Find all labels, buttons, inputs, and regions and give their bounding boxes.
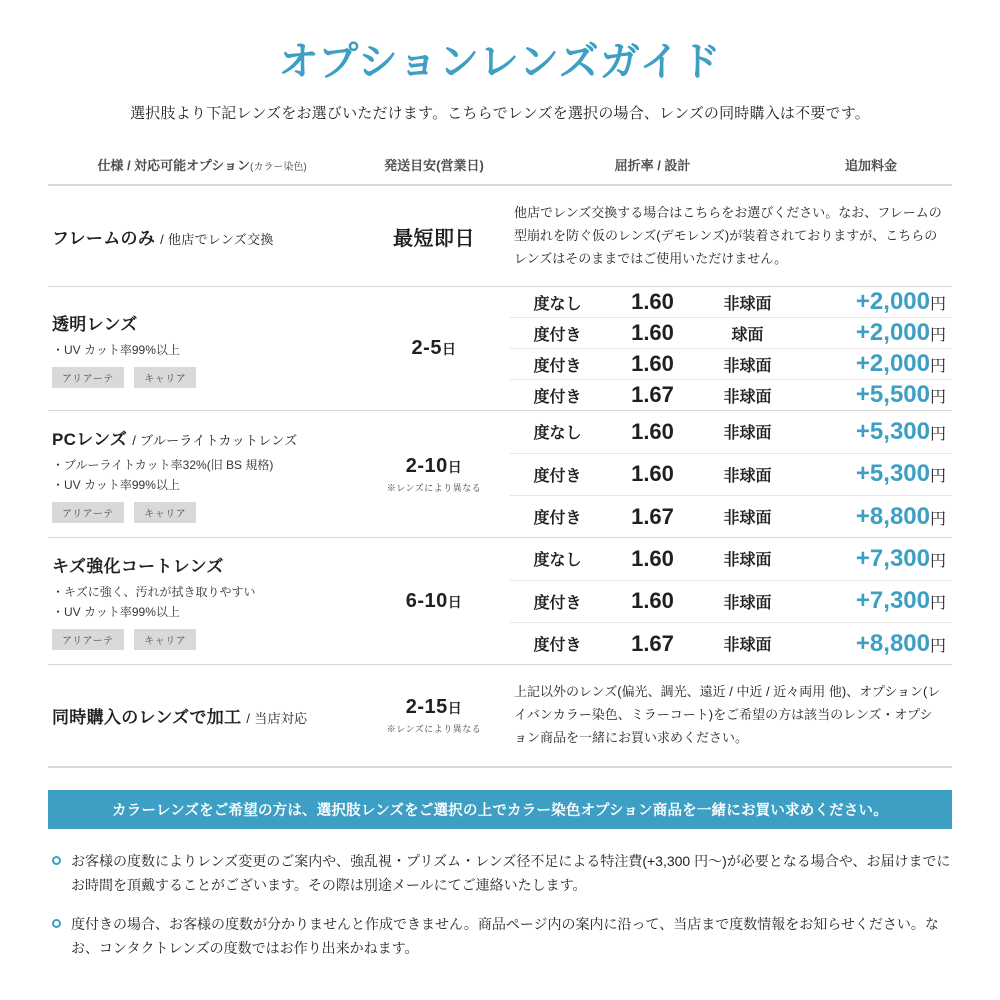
option-power: 度付き (510, 622, 605, 664)
table-row (48, 411, 952, 453)
option-index: 1.60 (605, 538, 700, 580)
price-unit: 円 (929, 637, 946, 655)
price-unit: 円 (929, 595, 946, 613)
option-design: 非球面 (700, 622, 795, 664)
row-title (52, 224, 352, 249)
row-title-main: キズ強化コートレンズ (52, 557, 224, 577)
row-tags (52, 629, 352, 650)
price-value: +7,300 (855, 544, 930, 572)
option-power: 度付き (510, 349, 605, 380)
option-power: 度付き (510, 453, 605, 495)
row-spec-frame-only (48, 185, 358, 287)
row-title (52, 703, 352, 728)
option-index: 1.60 (605, 411, 700, 453)
row-title (52, 425, 352, 450)
option-design: 非球面 (700, 287, 795, 318)
row-shipping (358, 411, 510, 538)
price-unit: 円 (929, 389, 946, 407)
page-title: オプションレンズガイド (278, 40, 722, 84)
shipping-subnote: ※レンズにより異なる (386, 723, 482, 734)
shipping-value: 最短即日 (393, 227, 475, 250)
option-price (795, 453, 952, 495)
footnotes (52, 849, 952, 961)
row-note: ・UV カット率99%以上 (52, 478, 180, 493)
option-design: 非球面 (700, 495, 795, 537)
shipping-value (359, 590, 509, 613)
row-title-main: フレームのみ (52, 228, 156, 248)
option-power: 度付き (510, 580, 605, 622)
tag-carrier: キャリア (134, 629, 196, 650)
table-row (48, 287, 952, 318)
option-price (795, 411, 952, 453)
price-unit: 円 (929, 358, 946, 376)
option-design: 非球面 (700, 580, 795, 622)
row-note: ・ブルーライトカット率32%(旧 BS 規格) (52, 458, 274, 473)
price-value: +7,300 (855, 587, 930, 615)
option-design: 非球面 (700, 380, 795, 411)
tag-ariate: アリアーテ (52, 367, 124, 388)
page-subtitle: 選択肢より下記レンズをお選びいただけます。こちらでレンズを選択の場合、レンズの同時購入は不要です。 (130, 105, 870, 122)
row-shipping (358, 538, 510, 665)
option-price (795, 287, 952, 318)
shipping-unit: 日 (441, 341, 457, 358)
shipping-days: 6-10 (405, 589, 448, 612)
option-price (795, 380, 952, 411)
row-shipping (358, 287, 510, 411)
option-price (795, 349, 952, 380)
price-unit: 円 (929, 510, 946, 528)
price-value: +2,000 (855, 319, 930, 347)
option-power: 度付き (510, 495, 605, 537)
option-index: 1.60 (605, 580, 700, 622)
shipping-days: 2-15 (405, 695, 448, 718)
shipping-days: 2-5 (411, 337, 442, 360)
row-title-main: 透明レンズ (52, 314, 138, 334)
option-design: 球面 (700, 318, 795, 349)
lens-table (48, 141, 952, 766)
option-price (795, 318, 952, 349)
lens-table-wrap (48, 141, 952, 766)
option-power: 度付き (510, 318, 605, 349)
color-lens-banner: カラーレンズをご希望の方は、選択肢レンズをご選択の上でカラー染色オプション商品を一緒にお買い求めください。 (48, 790, 952, 829)
row-title-sub: / ブルーライトカットレンズ (132, 433, 298, 449)
shipping-unit: 日 (447, 593, 463, 610)
option-design: 非球面 (700, 453, 795, 495)
option-price (795, 580, 952, 622)
price-value: +5,300 (855, 460, 930, 488)
row-description: 上記以外のレンズ(偏光、調光、遠近 / 中近 / 近々両用 他)、オプション(レイバンカラー染色、ミラーコート)をご希望の方は該当のレンズ・オプション商品を一緒にお買い求めください。 (510, 665, 952, 766)
option-design: 非球面 (700, 538, 795, 580)
shipping-unit: 日 (447, 458, 463, 475)
row-title-main: 同時購入のレンズで加工 (52, 707, 242, 727)
tag-ariate: アリアーテ (52, 629, 124, 650)
row-title-sub: / 他店でレンズ交換 (160, 231, 274, 247)
row-shipping (358, 185, 510, 287)
row-title (52, 310, 352, 335)
row-title (52, 552, 352, 577)
column-header-spec (48, 141, 358, 185)
column-header-index-design: 屈折率 / 設計 (614, 158, 691, 173)
row-note: ・UV カット率99%以上 (52, 342, 180, 357)
footnote-text: 度付きの場合、お客様の度数が分かりませんと作成できません。商品ページ内の案内に沿って、当店まで度数情報をお知らせください。なお、コンタクトレンズの度数ではお作り出来かねます。 (71, 915, 939, 956)
option-index: 1.67 (605, 495, 700, 537)
shipping-subnote: ※レンズにより異なる (386, 482, 482, 493)
shipping-value (359, 696, 509, 735)
option-index: 1.67 (605, 380, 700, 411)
row-tags (52, 502, 352, 523)
column-header-spec-main: 仕様 / 対応可能オプション (97, 158, 250, 173)
option-power: 度なし (510, 538, 605, 580)
row-tags (52, 367, 352, 388)
price-value: +5,500 (855, 381, 930, 409)
row-note: ・キズに強く、汚れが拭き取りやすい (52, 585, 256, 600)
option-design: 非球面 (700, 411, 795, 453)
column-header-shipping: 発送目安(営業日) (384, 158, 484, 173)
footnote-text: お客様の度数によりレンズ変更のご案内や、強乱視・プリズム・レンズ径不足による特注費(+3,300 円～)が必要となる場合や、お届けまでにお時間を頂戴することがございます。その際は別途メールにてご連絡いたします。 (71, 852, 951, 893)
column-header-price: 追加料金 (844, 158, 897, 173)
table-row (48, 665, 952, 766)
option-index: 1.60 (605, 318, 700, 349)
list-item (52, 849, 952, 898)
row-shipping (358, 665, 510, 766)
option-index: 1.60 (605, 349, 700, 380)
row-note: ・UV カット率99%以上 (52, 605, 180, 620)
option-index: 1.60 (605, 453, 700, 495)
price-unit: 円 (929, 296, 946, 314)
shipping-value (359, 455, 509, 494)
row-description: 他店でレンズ交換する場合はこちらをお選びください。なお、フレームの型崩れを防ぐ仮のレンズ(デモレンズ)が装着されておりますが、こちらのレンズはそのままではご使用いただけません。 (510, 185, 952, 287)
tag-carrier: キャリア (134, 502, 196, 523)
table-row (48, 185, 952, 287)
option-price (795, 538, 952, 580)
price-unit: 円 (929, 327, 946, 345)
price-value: +8,800 (855, 502, 930, 530)
shipping-unit: 日 (447, 699, 463, 716)
price-value: +2,000 (855, 350, 930, 378)
price-value: +5,300 (855, 417, 930, 445)
option-index: 1.60 (605, 287, 700, 318)
table-column-headers (48, 141, 952, 185)
shipping-value (359, 337, 509, 360)
tag-ariate: アリアーテ (52, 502, 124, 523)
option-price (795, 622, 952, 664)
row-spec-clear-lens (48, 287, 358, 411)
tag-carrier: キャリア (134, 367, 196, 388)
row-title-main: PCレンズ (52, 430, 128, 450)
option-price (795, 495, 952, 537)
price-unit: 円 (929, 552, 946, 570)
option-design: 非球面 (700, 349, 795, 380)
price-value: +8,800 (855, 629, 930, 657)
option-power: 度付き (510, 380, 605, 411)
row-title-sub: / 当店対応 (246, 710, 308, 726)
row-spec-pc-lens (48, 411, 358, 538)
price-unit: 円 (929, 468, 946, 486)
option-index: 1.67 (605, 622, 700, 664)
option-power: 度なし (510, 287, 605, 318)
price-unit: 円 (929, 425, 946, 443)
price-value: +2,000 (855, 288, 930, 316)
table-bottom-divider (48, 766, 952, 768)
table-row (48, 538, 952, 580)
list-item (52, 912, 952, 961)
option-power: 度なし (510, 411, 605, 453)
bullet-icon (52, 919, 61, 928)
row-spec-same-purchase (48, 665, 358, 766)
column-header-spec-small: (カラー染色) (250, 162, 307, 173)
row-spec-scratch-coat-lens (48, 538, 358, 665)
bullet-icon (52, 856, 61, 865)
shipping-days: 2-10 (405, 454, 448, 477)
